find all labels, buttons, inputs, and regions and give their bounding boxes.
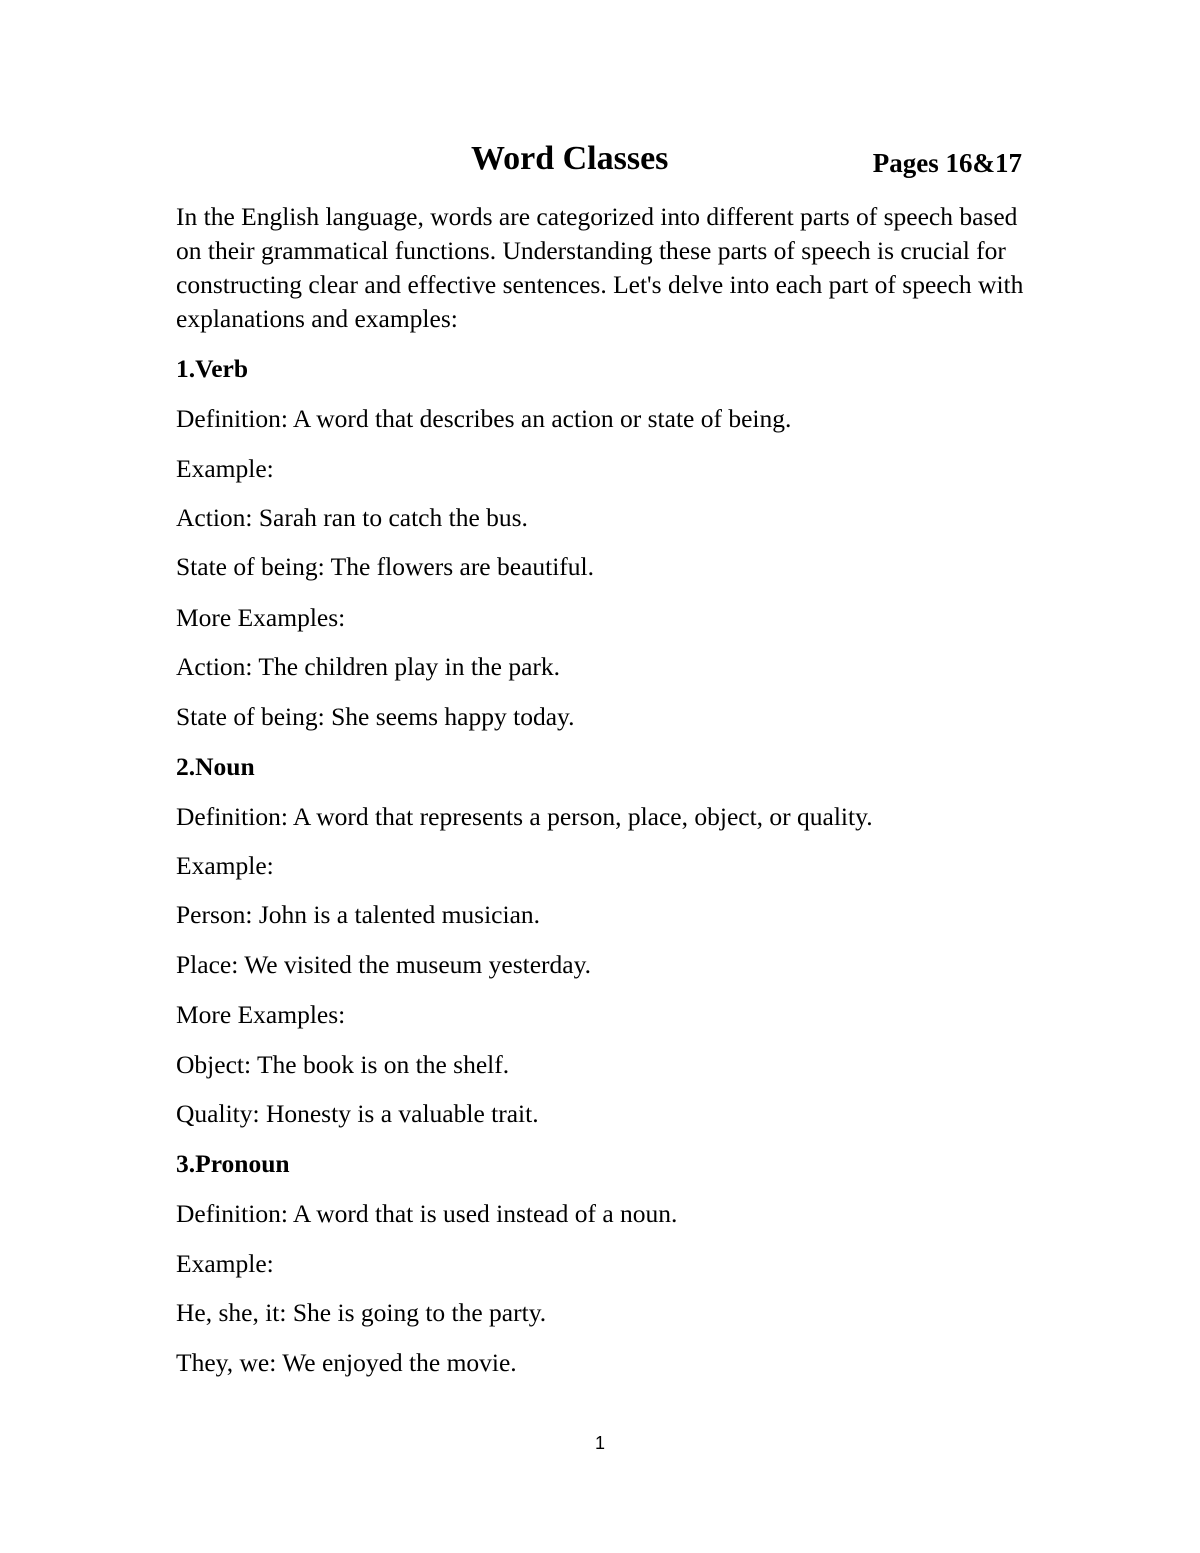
noun-example-label: Example: [176, 851, 274, 880]
title-row [176, 140, 1022, 190]
verb-more-label: More Examples: [176, 603, 346, 632]
pronoun-example-1: He, she, it: She is going to the party. [176, 1298, 547, 1327]
page-title: Word Classes [471, 140, 669, 177]
section-heading-noun: 2.Noun [176, 752, 255, 781]
page-number: 1 [594, 1433, 605, 1453]
noun-example-1: Person: John is a talented musician. [176, 900, 541, 929]
pronoun-definition: Definition: A word that is used instead of a noun. [176, 1199, 678, 1228]
noun-definition: Definition: A word that represents a person, place, object, or quality. [176, 802, 873, 831]
section-heading-pronoun: 3.Pronoun [176, 1149, 290, 1178]
verb-more-example-1: Action: The children play in the park. [176, 652, 561, 681]
intro-paragraph: In the English language, words are categorized into different parts of speech based on their grammatical functions. Understanding these parts of speech is crucial for constructing clear and effective sentences. Let's delve into each part of speech with explanations and examples: [176, 202, 1024, 333]
verb-definition: Definition: A word that describes an action or state of being. [176, 404, 792, 433]
noun-more-example-2: Quality: Honesty is a valuable trait. [176, 1099, 539, 1128]
noun-more-label: More Examples: [176, 1000, 346, 1029]
verb-more-example-2: State of being: She seems happy today. [176, 702, 575, 731]
verb-example-1: Action: Sarah ran to catch the bus. [176, 503, 528, 532]
pronoun-example-label: Example: [176, 1249, 274, 1278]
section-heading-verb: 1.Verb [176, 354, 249, 383]
pages-reference: Pages 16&17 [872, 148, 1022, 178]
noun-more-example-1: Object: The book is on the shelf. [176, 1050, 510, 1079]
noun-example-2: Place: We visited the museum yesterday. [176, 950, 592, 979]
verb-example-label: Example: [176, 454, 274, 483]
pronoun-example-2: They, we: We enjoyed the movie. [176, 1348, 517, 1377]
verb-example-2: State of being: The flowers are beautiful. [176, 552, 595, 581]
